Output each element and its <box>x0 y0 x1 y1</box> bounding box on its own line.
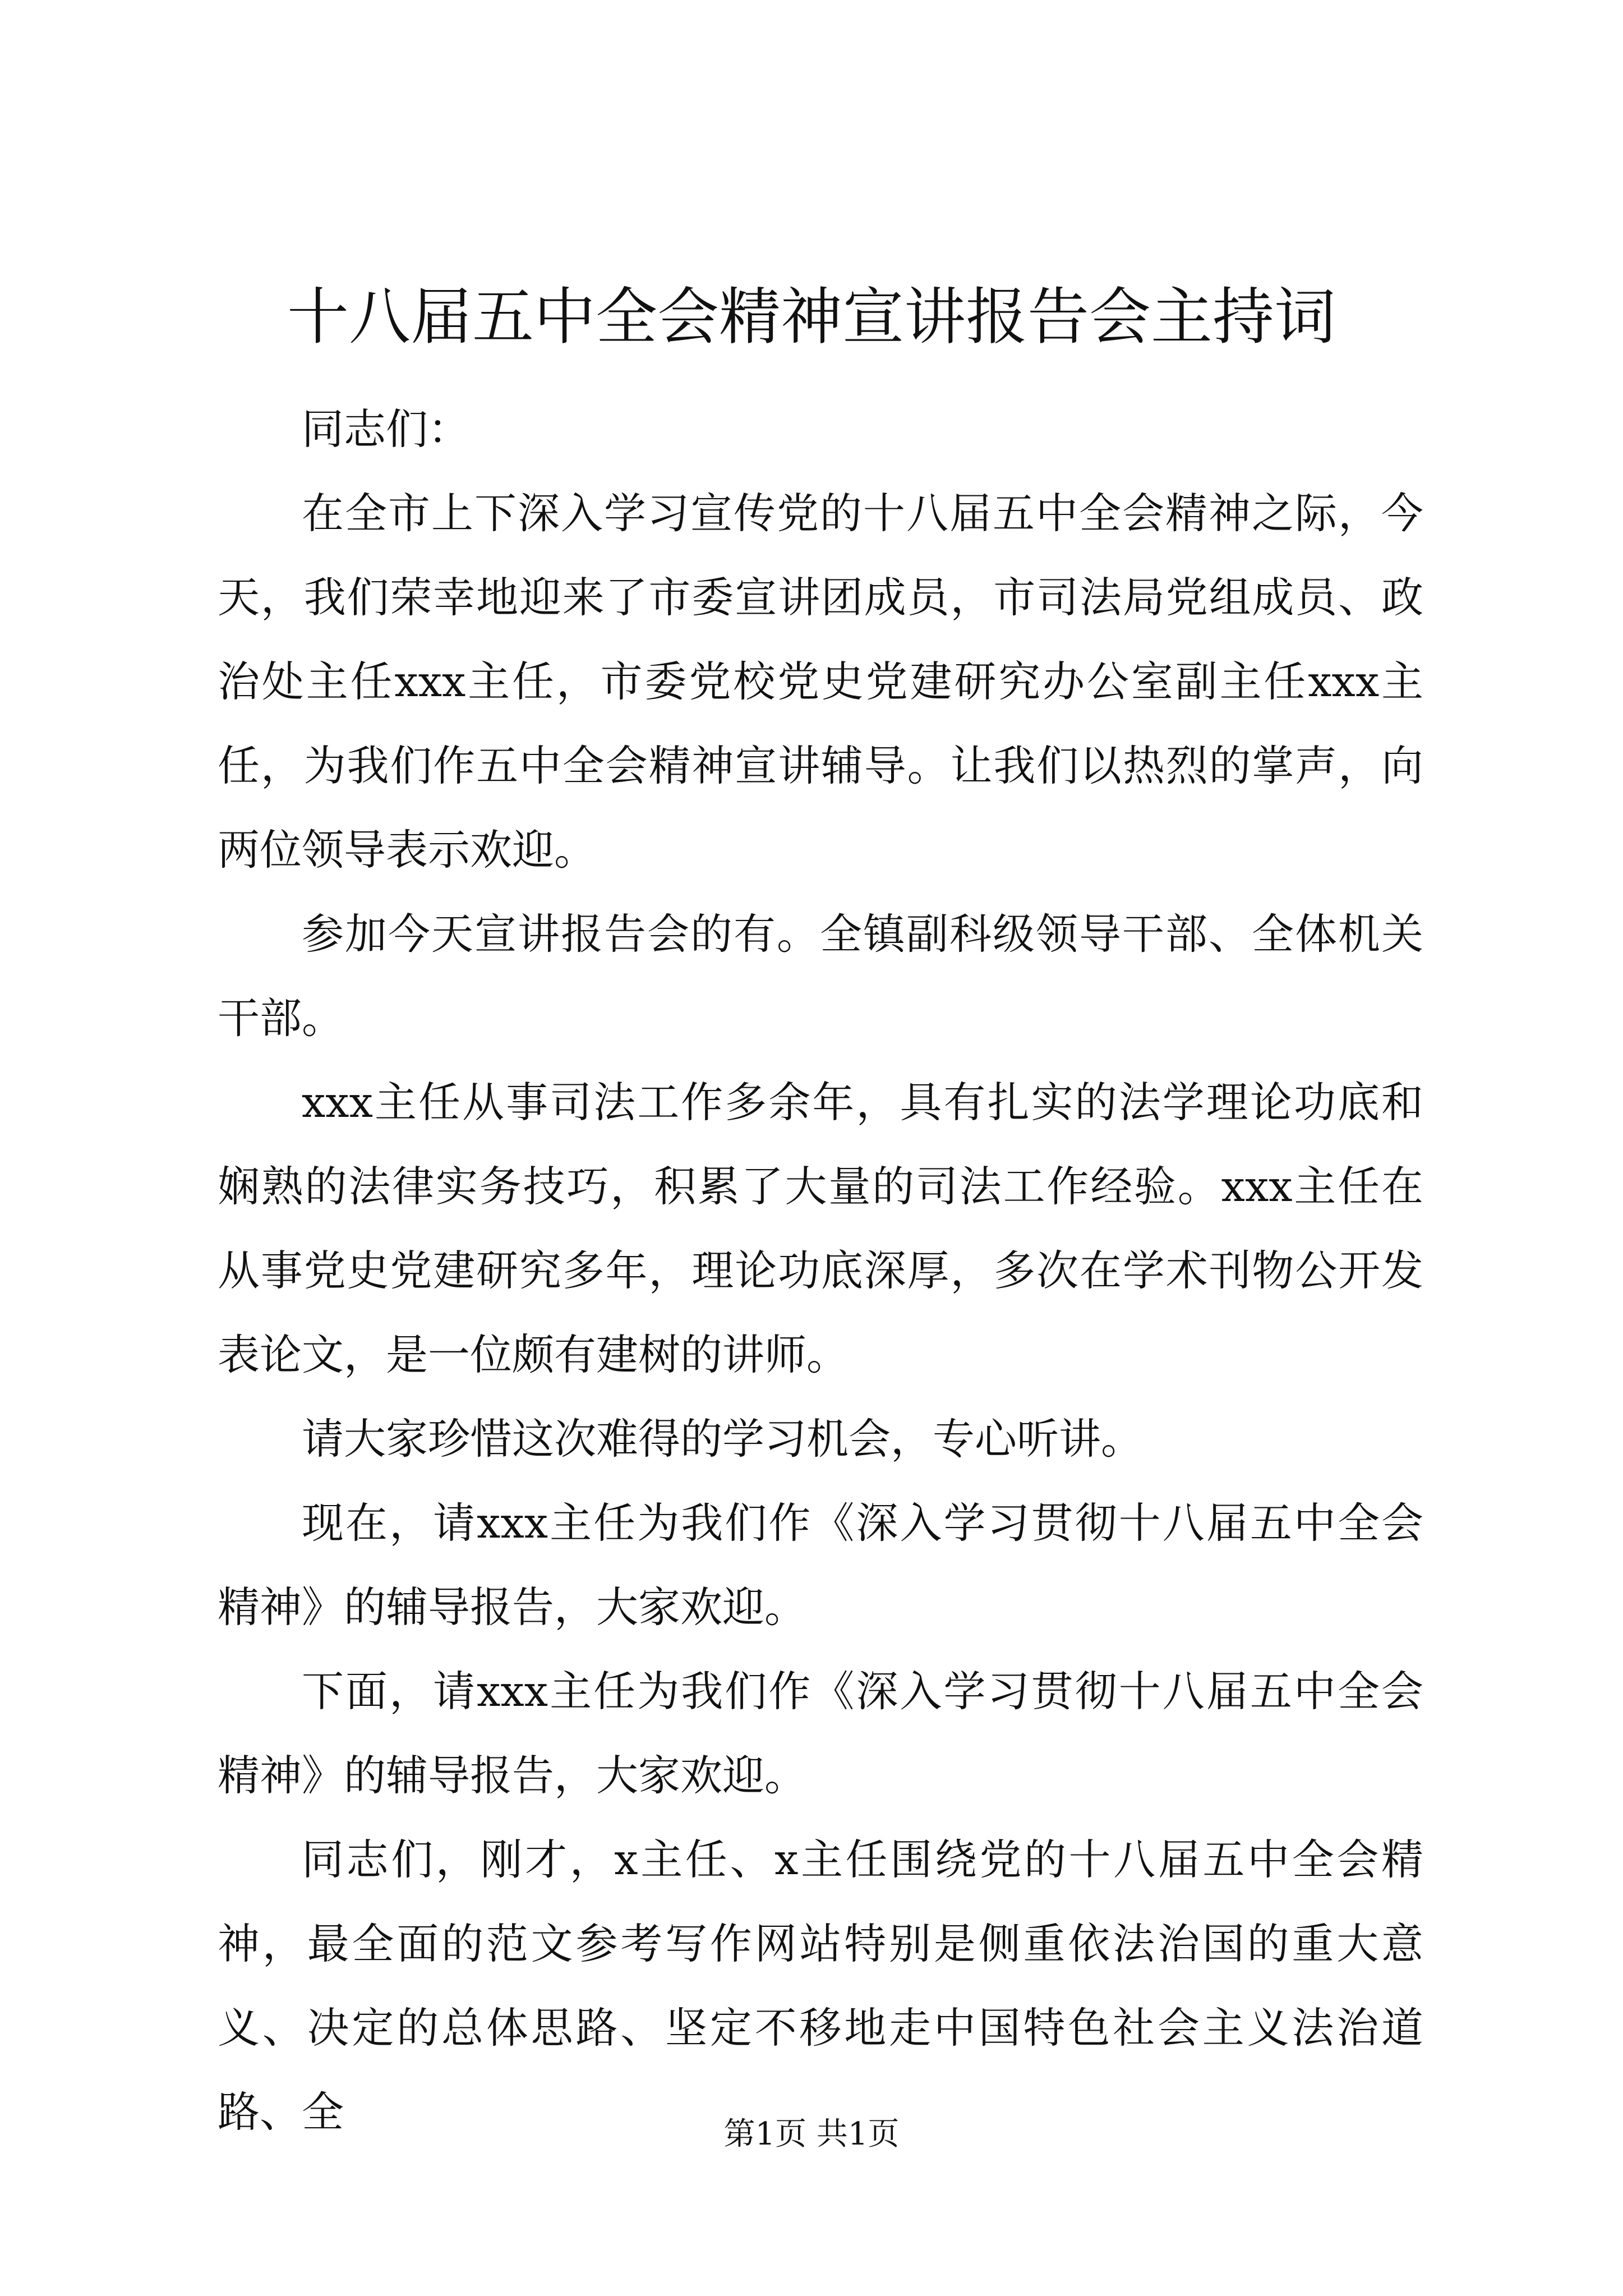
paragraph-first-report: 现在，请xxx主任为我们作《深入学习贯彻十八届五中全会精神》的辅导报告，大家欢迎。 <box>218 1498 1423 1632</box>
paragraph-request: 请大家珍惜这次难得的学习机会，专心听讲。 <box>302 1414 1144 1464</box>
paragraph-greeting: 同志们： <box>302 404 471 454</box>
paragraph-welcome: 在全市上下深入学习宣传党的十八届五中全会精神之际，今天，我们荣幸地迎来了市委宣讲团成员，市司法局党组成员、政治处主任xxx主任，市委党校党史党建研究办公室副主任xxx主任，为我们作五中全会精神宣讲辅导。让我们以热烈的掌声，向两位领导表示欢迎。 <box>218 489 1423 875</box>
paragraph-summary: 同志们，刚才，x主任、x主任围绕党的十八届五中全会精神，最全面的范文参考写作网站特别是侧重依法治国的重大意义、决定的总体思路、坚定不移地走中国特色社会主义法治道路、全 <box>218 1835 1423 2137</box>
page-footer: 第1页 共1页 <box>723 2116 900 2152</box>
document-title: 十八届五中全会精神宣讲报告会主持词 <box>287 281 1336 353</box>
paragraph-second-report: 下面，请xxx主任为我们作《深入学习贯彻十八届五中全会精神》的辅导报告，大家欢迎。 <box>218 1667 1423 1800</box>
paragraph-attendees: 参加今天宣讲报告会的有。全镇副科级领导干部、全体机关干部。 <box>218 909 1423 1043</box>
document-body <box>218 387 1423 2154</box>
paragraph-speaker-intro: xxx主任从事司法工作多余年，具有扎实的法学理论功底和娴熟的法律实务技巧，积累了大量的司法工作经验。xxx主任在从事党史党建研究多年，理论功底深厚，多次在学术刊物公开发表论文，是一位颇有建树的讲师。 <box>218 1078 1423 1379</box>
